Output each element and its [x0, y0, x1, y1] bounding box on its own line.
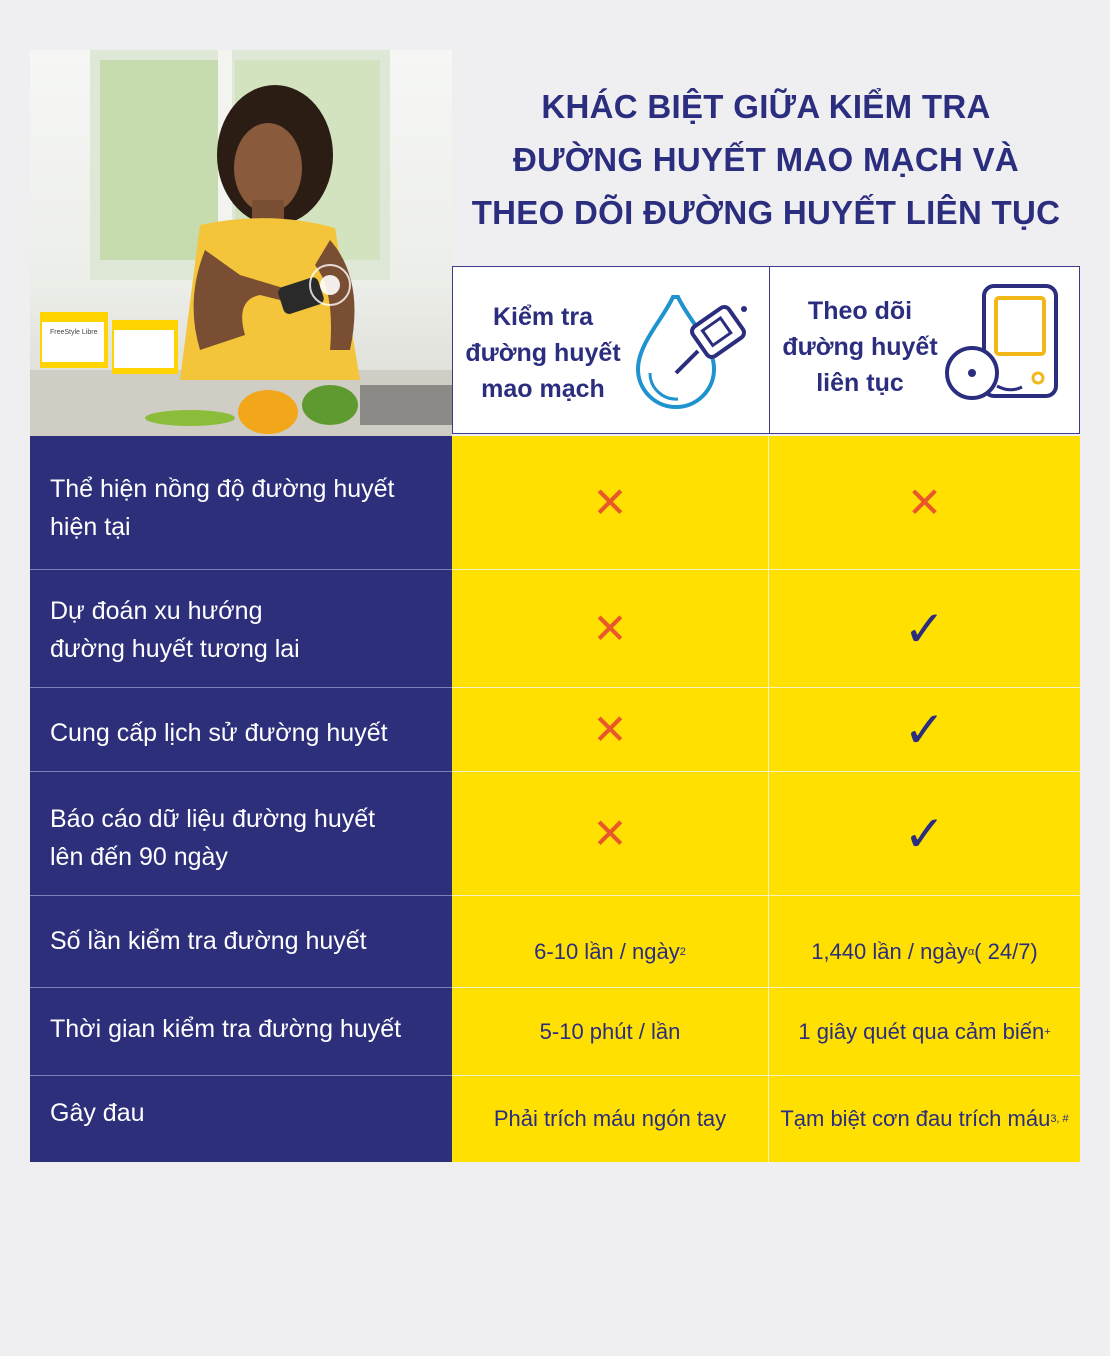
blood-drop-meter-icon: [628, 289, 753, 414]
continuous-value: [769, 688, 1080, 772]
table-header-row: [30, 266, 1080, 436]
row-label-line-1: Dự đoán xu hướng: [50, 597, 263, 625]
column-header-continuous: [769, 266, 1080, 434]
row-label: [30, 436, 452, 570]
continuous-value: [769, 772, 1080, 896]
row-label-line-2: lên đến 90 ngày: [50, 843, 228, 871]
column-header-capillary: [452, 266, 770, 434]
column-header-line-1: Kiểm tra: [492, 303, 594, 331]
row-label: [30, 688, 452, 772]
product-box-text: FreeStyle Libre: [50, 329, 98, 336]
cgm-reader-sensor-icon: [942, 281, 1072, 411]
table-row: [30, 1076, 1080, 1162]
cell-text: 5-10 phút / lần: [539, 1018, 681, 1044]
column-header-line-3: liên tục: [816, 369, 904, 397]
row-label-line-2: đường huyết tương lai: [50, 635, 300, 663]
row-label-line-1: Gây đau: [50, 1099, 145, 1127]
capillary-value: [452, 772, 769, 896]
table-row: [30, 570, 1080, 688]
check-icon: ✓: [903, 805, 946, 862]
row-label: [30, 570, 452, 688]
cross-icon: ✕: [592, 809, 628, 857]
table-row: [30, 896, 1080, 988]
column-header-line-2: đường huyết: [465, 339, 621, 367]
column-header-line-3: mao mạch: [481, 375, 605, 403]
row-label-line-1: Thể hiện nồng độ đường huyết: [50, 475, 395, 503]
capillary-value: [452, 1076, 769, 1162]
column-header-line-1: Theo dõi: [807, 297, 913, 325]
check-icon: ✓: [903, 600, 946, 657]
comparison-table: [30, 266, 1080, 1162]
table-row: [30, 436, 1080, 570]
row-label: [30, 772, 452, 896]
row-label-line-1: Báo cáo dữ liệu đường huyết: [50, 805, 376, 833]
table-row: [30, 988, 1080, 1076]
cross-icon: ✕: [592, 478, 628, 526]
cross-icon: ✕: [592, 705, 628, 753]
cell-text: Tạm biệt cơn đau trích máu: [780, 1106, 1051, 1131]
continuous-value: [769, 570, 1080, 688]
cell-footnote: +: [1044, 1025, 1051, 1038]
row-label-line-2: hiện tại: [50, 513, 131, 541]
row-label-line-1: Số lần kiểm tra đường huyết: [50, 927, 367, 955]
cell-footnote: 3, #: [1050, 1113, 1069, 1125]
continuous-value: [769, 436, 1080, 570]
cell-suffix: ( 24/7): [974, 938, 1038, 964]
capillary-value: [452, 570, 769, 688]
continuous-value: [769, 1076, 1080, 1162]
continuous-value: [769, 988, 1080, 1076]
table-row: [30, 688, 1080, 772]
cross-icon: ✕: [906, 478, 943, 526]
capillary-value: [452, 688, 769, 772]
cell-text: Phải trích máu ngón tay: [493, 1106, 727, 1131]
table-row: [30, 772, 1080, 896]
cell-footnote: α: [967, 945, 975, 958]
row-label: [30, 896, 452, 988]
cell-text: 1 giây quét qua cảm biến: [798, 1018, 1045, 1044]
title-line-3: THEO DÕI ĐƯỜNG HUYẾT LIÊN TỤC: [471, 194, 1061, 231]
row-label: [30, 1076, 452, 1162]
capillary-value: [452, 436, 769, 570]
cross-icon: ✕: [592, 604, 628, 652]
row-label-line-1: Thời gian kiểm tra đường huyết: [50, 1015, 402, 1043]
title-line-1: KHÁC BIỆT GIỮA KIỂM TRA: [541, 88, 991, 125]
row-label: [30, 988, 452, 1076]
page-title: [452, 80, 1080, 239]
column-header-line-2: đường huyết: [782, 333, 938, 361]
capillary-value: [452, 988, 769, 1076]
cell-text: 6-10 lần / ngày: [534, 938, 680, 964]
row-label-line-1: Cung cấp lịch sử đường huyết: [50, 719, 388, 747]
cell-footnote: 2: [679, 945, 686, 958]
check-icon: ✓: [903, 701, 946, 758]
capillary-value: [452, 896, 769, 988]
continuous-value: [769, 896, 1080, 988]
cell-text: 1,440 lần / ngày: [811, 938, 968, 964]
title-line-2: ĐƯỜNG HUYẾT MAO MẠCH VÀ: [512, 141, 1020, 178]
